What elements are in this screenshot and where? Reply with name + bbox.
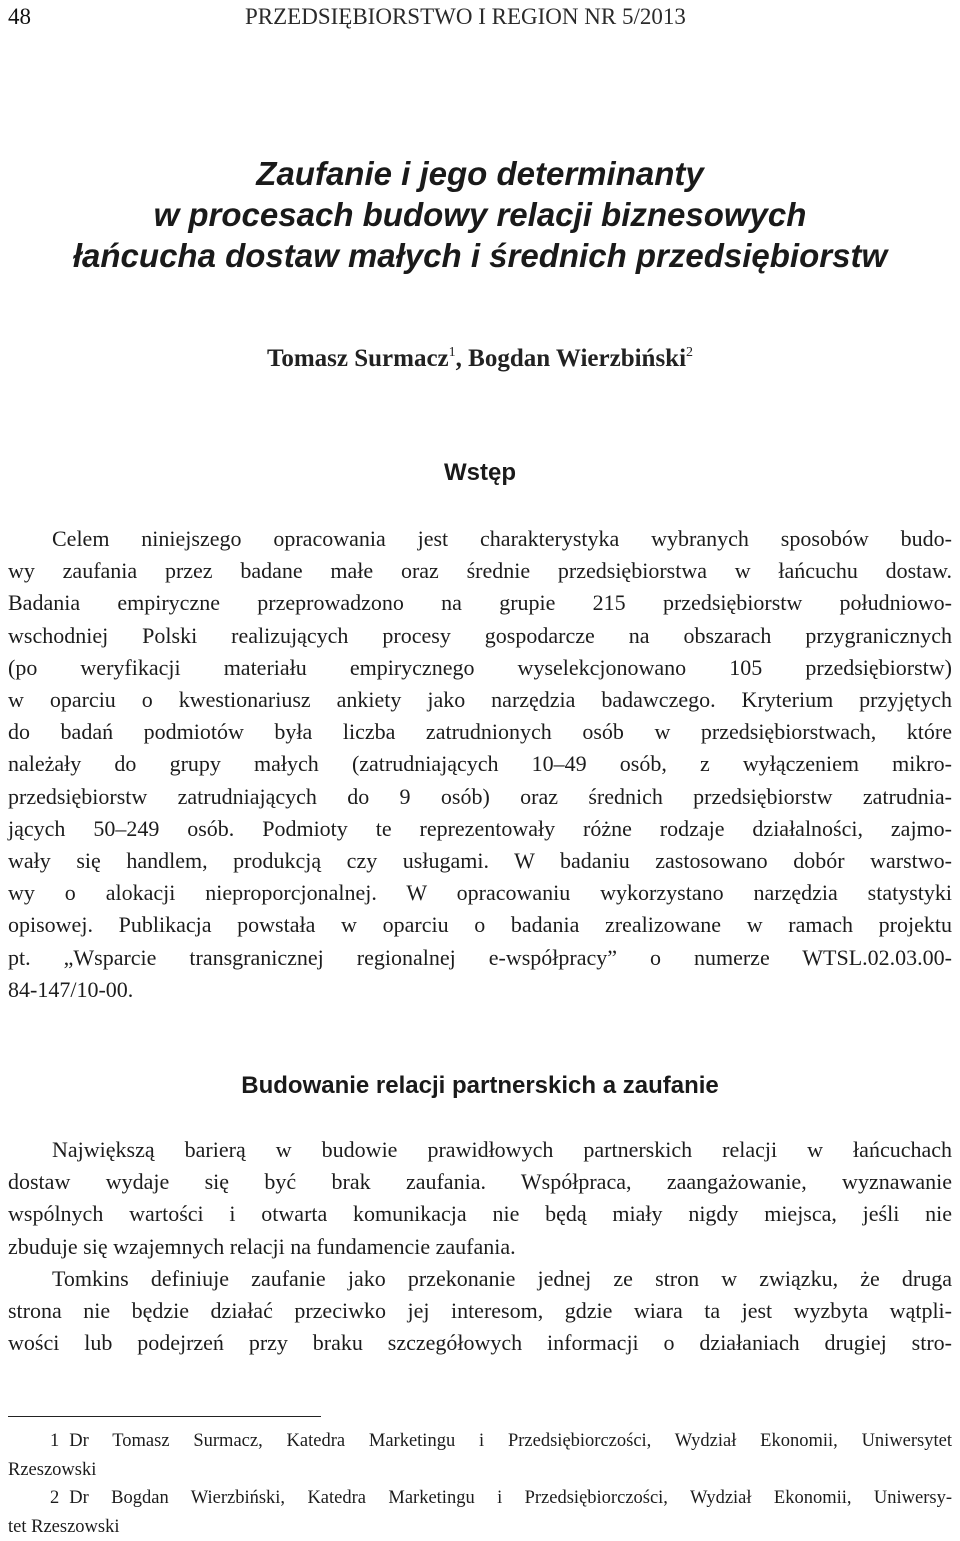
author-1-footnote-ref: 1 [449, 345, 456, 360]
intro-line: należały do grupy małych (zatrudniających 10–49 osób, z wyłączeniem mikro- [8, 748, 952, 780]
title-line-1: Zaufanie i jego determinanty [0, 153, 960, 194]
intro-line: pt. „Wsparcie transgranicznej regionalnej e-współpracy” o numerze WTSL.02.03.00- [8, 942, 952, 974]
intro-line: Celem niniejszego opracowania jest charakterystyka wybranych sposobów budo- [8, 523, 952, 555]
footnote-1 [8, 1427, 952, 1456]
page-number: 48 [8, 2, 31, 32]
section-heading-intro: Wstęp [0, 458, 960, 488]
footnote-2-number: 2 [50, 1484, 59, 1513]
intro-line: w oparciu o kwestionariusz ankiety jako narzędzia badawczego. Kryterium przyjętych [8, 684, 952, 716]
author-separator: , [456, 345, 469, 372]
body-line: wspólnych wartości i otwarta komunikacja nie będą miały nigdy miejsca, jeśli nie [8, 1198, 952, 1230]
footnote-1-continuation: Rzeszowski [8, 1456, 952, 1485]
body-line: Tomkins definiuje zaufanie jako przekonanie jednej ze stron w związku, że druga [8, 1263, 952, 1295]
intro-line: do badań podmiotów była liczba zatrudnionych osób w przedsiębiorstwach, które [8, 716, 952, 748]
intro-line: (po weryfikacji materiału empirycznego wyselekcjonowano 105 przedsiębiorstw) [8, 652, 952, 684]
intro-line: opisowej. Publikacja powstała w oparciu o badania zrealizowane w ramach projektu [8, 909, 952, 941]
running-header [8, 2, 952, 32]
footnote-divider [8, 1416, 321, 1417]
footnote-2 [8, 1484, 952, 1513]
body-line: Największą barierą w budowie prawidłowych partnerskich relacji w łańcuchach [8, 1134, 952, 1166]
footnotes [8, 1427, 952, 1541]
journal-title: PRZEDSIĘBIORSTWO I REGION NR 5/2013 [245, 2, 686, 32]
title-line-2: w procesach budowy relacji biznesowych [0, 194, 960, 235]
footnote-2-continuation: tet Rzeszowski [8, 1513, 952, 1541]
footnote-1-text: Dr Tomasz Surmacz, Katedra Marketingu i Przedsiębiorczości, Wydział Ekonomii, Uniwersytet [69, 1431, 952, 1451]
body-line: wości lub podejrzeń przy braku szczegółowych informacji o działaniach drugiej stro- [8, 1327, 952, 1359]
intro-paragraph [8, 523, 952, 1006]
footnote-2-text: Dr Bogdan Wierzbiński, Katedra Marketingu i Przedsiębiorczości, Wydział Ekonomii, Uniwersy- [69, 1488, 952, 1508]
title-line-3: łańcucha dostaw małych i średnich przedsiębiorstw [0, 235, 960, 276]
body-line: zbuduje się wzajemnych relacji na fundamencie zaufania. [8, 1231, 952, 1263]
intro-line: przedsiębiorstw zatrudniających do 9 osób) oraz średnich przedsiębiorstw zatrudnia- [8, 781, 952, 813]
intro-line: 84-147/10-00. [8, 974, 952, 1006]
intro-line: wschodniej Polski realizujących procesy gospodarcze na obszarach przygranicznych [8, 620, 952, 652]
author-list [0, 337, 960, 375]
intro-line: wy zaufania przez badane małe oraz średnie przedsiębiorstwa w łańcuchu dostaw. [8, 555, 952, 587]
section-heading-partnership: Budowanie relacji partnerskich a zaufanie [0, 1071, 960, 1101]
body-line: dostaw wydaje się być brak zaufania. Współpraca, zaangażowanie, wyznawanie [8, 1166, 952, 1198]
article-title [0, 153, 960, 276]
footnote-1-number: 1 [50, 1427, 59, 1456]
intro-line: Badania empiryczne przeprowadzono na grupie 215 przedsiębiorstw południowo- [8, 587, 952, 619]
author-2: Bogdan Wierzbiński [468, 345, 686, 372]
intro-line: wały się handlem, produkcją czy usługami. W badaniu zastosowano dobór warstwo- [8, 845, 952, 877]
author-2-footnote-ref: 2 [686, 345, 693, 360]
body-line: strona nie będzie działać przeciwko jej interesom, gdzie wiara ta jest wyzbyta wątpli- [8, 1295, 952, 1327]
partnership-paragraph [8, 1134, 952, 1359]
author-1: Tomasz Surmacz [267, 345, 449, 372]
intro-line: wy o alokacji nieproporcjonalnej. W opracowaniu wykorzystano narzędzia statystyki [8, 877, 952, 909]
intro-line: jących 50–249 osób. Podmioty te reprezentowały różne rodzaje działalności, zajmo- [8, 813, 952, 845]
